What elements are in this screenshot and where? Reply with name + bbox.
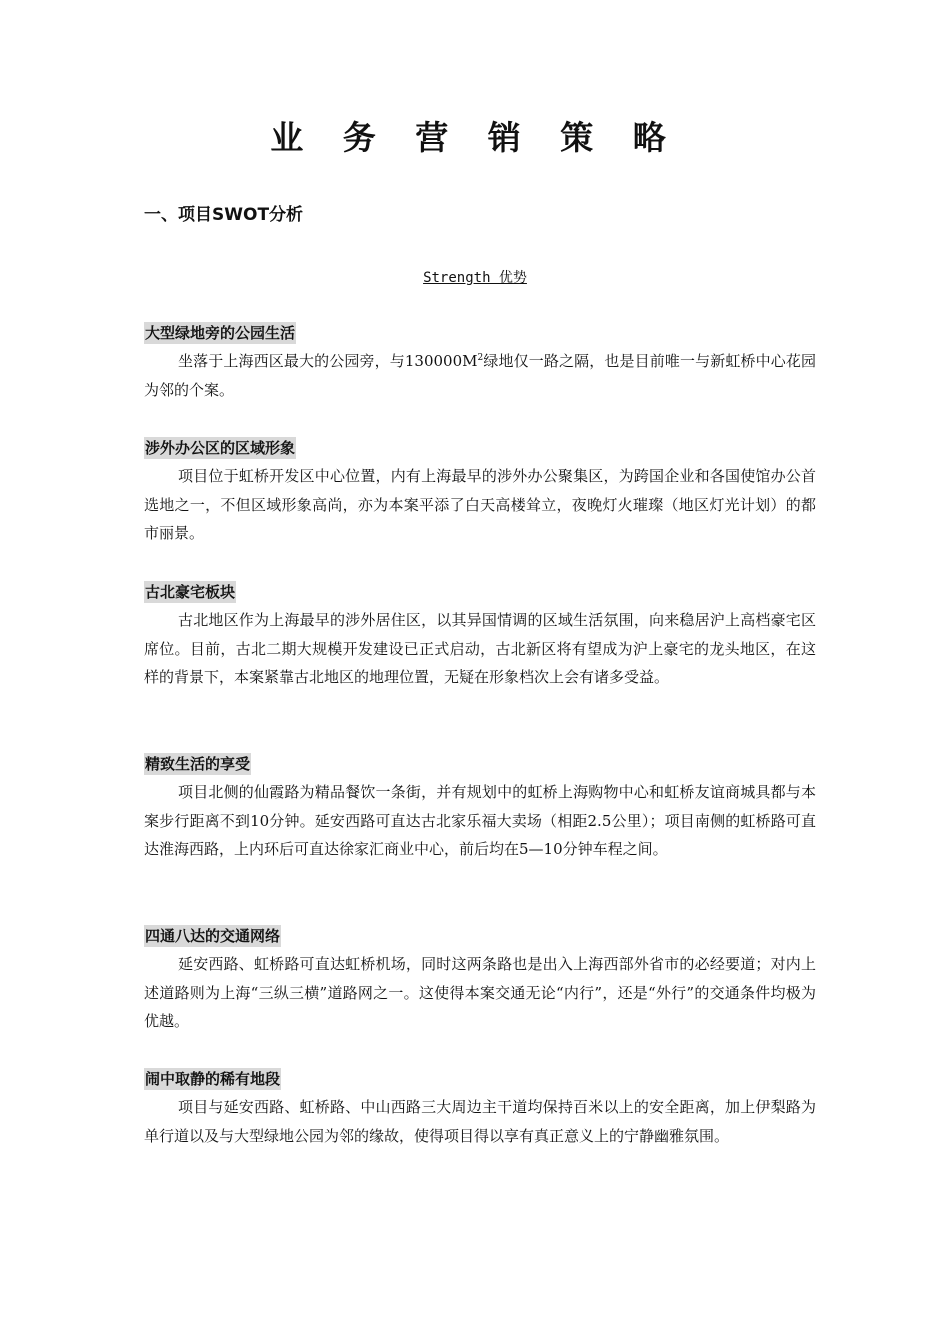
block-body: 项目与延安西路、虹桥路、中山西路三大周边主干道均保持百米以上的安全距离，加上伊梨路为单行道以及与大型绿地公园为邻的缘故，使得项目得以享有真正意义上的宁静幽雅氛围。 (144, 1098, 816, 1145)
block-title: 古北豪宅板块 (145, 583, 236, 601)
block-body: 项目位于虹桥开发区中心位置，内有上海最早的涉外办公聚集区，为跨国企业和各国使馆办公首选地之一，不但区域形象高尚，亦为本案平添了白天高楼耸立，夜晚灯火璀璨（地区灯光计划）的都市丽景。 (144, 467, 816, 543)
subheading (0, 264, 950, 291)
strength-block (144, 437, 816, 548)
block-title: 闹中取静的稀有地段 (145, 1070, 281, 1088)
section-heading: 一、项目SWOT分析 (144, 205, 304, 225)
block-title: 精致生活的享受 (145, 755, 251, 773)
strength-block (144, 753, 816, 864)
strength-block (144, 322, 816, 404)
block-title: 大型绿地旁的公园生活 (145, 324, 296, 342)
block-body (144, 347, 816, 404)
strength-block (144, 925, 816, 1036)
block-body-text: 坐落于上海西区最大的公园旁，与130000M (178, 352, 478, 370)
page-title: 业 务 营 销 策 略 (270, 118, 680, 157)
block-body: 延安西路、虹桥路可直达虹桥机场，同时这两条路也是出入上海西部外省市的必经要道；对内上述道路则为上海“三纵三横”道路网之一。这使得本案交通无论“内行”，还是“外行”的交通条件均极为优越。 (144, 955, 816, 1031)
block-body: 古北地区作为上海最早的涉外居住区，以其异国情调的区域生活氛围，向来稳居沪上高档豪宅区席位。目前，古北二期大规模开发建设已正式启动，古北新区将有望成为沪上豪宅的龙头地区，在这样的背景下，本案紧靠古北地区的地理位置，无疑在形象档次上会有诸多受益。 (144, 611, 816, 687)
subheading-text: Strength 优势 (423, 270, 527, 286)
superscript: 2 (477, 353, 484, 363)
block-body: 项目北侧的仙霞路为精品餐饮一条街，并有规划中的虹桥上海购物中心和虹桥友谊商城具都与本案步行距离不到10分钟。延安西路可直达古北家乐福大卖场（相距2.5公里）；项目南侧的虹桥路可直达淮海西路，上内环后可直达徐家汇商业中心，前后均在5—10分钟车程之间。 (144, 783, 816, 859)
block-body-text-cont: 绿地仅一路之隔，也是目前唯一与新虹桥中心花园为邻的个案。 (144, 352, 816, 399)
block-title: 四通八达的交通网络 (145, 927, 281, 945)
strength-block (144, 1068, 816, 1150)
strength-block (144, 581, 816, 692)
block-title: 涉外办公区的区域形象 (145, 439, 296, 457)
